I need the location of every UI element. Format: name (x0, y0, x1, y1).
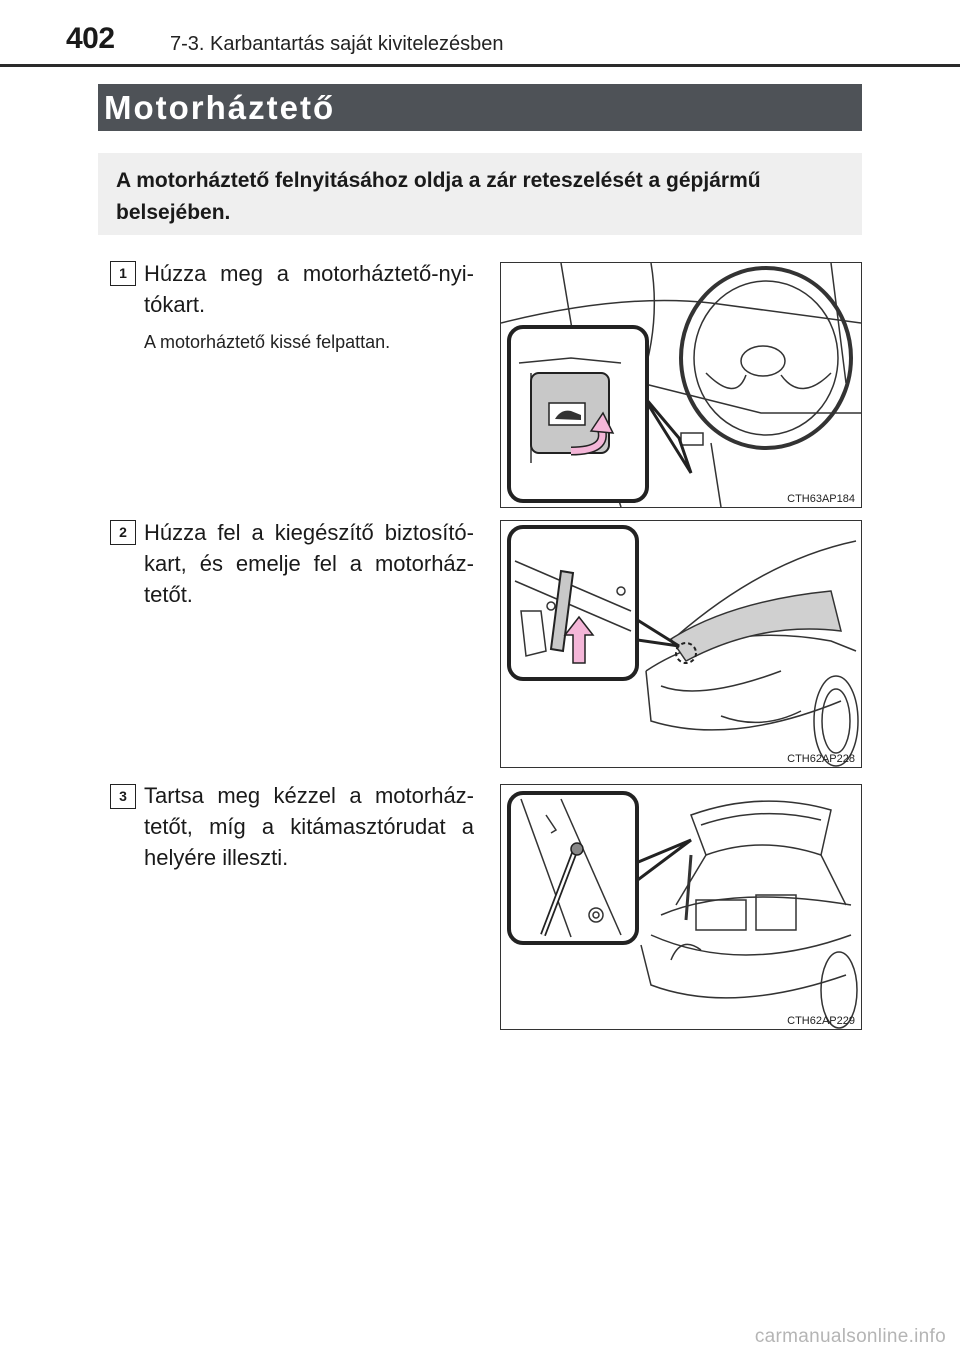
figure-auxiliary-catch-lever (500, 520, 862, 768)
title-bar (98, 84, 862, 131)
figure-code-1: CTH63AP184 (787, 493, 855, 505)
step-number-2: 2 (110, 520, 136, 545)
intro-text: A motorháztető felnyitásához oldja a zár reteszelését a gépjármű belsejében. (116, 169, 761, 224)
section-title: 7-3. Karbantartás saját kivitelezésben (170, 33, 504, 55)
figure-code-3: CTH62AP229 (787, 1015, 855, 1027)
intro-box (98, 153, 862, 235)
watermark: carmanualsonline.info (754, 1326, 946, 1347)
step-number-1: 1 (110, 261, 136, 286)
figure-support-rod (500, 784, 862, 1030)
step-text-1: Húzza meg a motorháztető-nyi-tókart. (144, 261, 474, 317)
page-title: Motorháztető (104, 89, 336, 126)
page-number: 402 (66, 22, 115, 55)
step-text-2: Húzza fel a kiegészítő biztosító-kart, és emelje fel a motorház-tetőt. (144, 520, 474, 607)
header-rule (0, 64, 960, 67)
figure-hood-release-lever (500, 262, 862, 508)
step-text-3: Tartsa meg kézzel a motorház-tetőt, míg a kitámasztórudat a helyére illeszti. (144, 783, 474, 870)
step-note-1: A motorháztető kissé felpattan. (144, 332, 391, 352)
figure-code-2: CTH62AP228 (787, 753, 855, 765)
step-number-3: 3 (110, 784, 136, 809)
